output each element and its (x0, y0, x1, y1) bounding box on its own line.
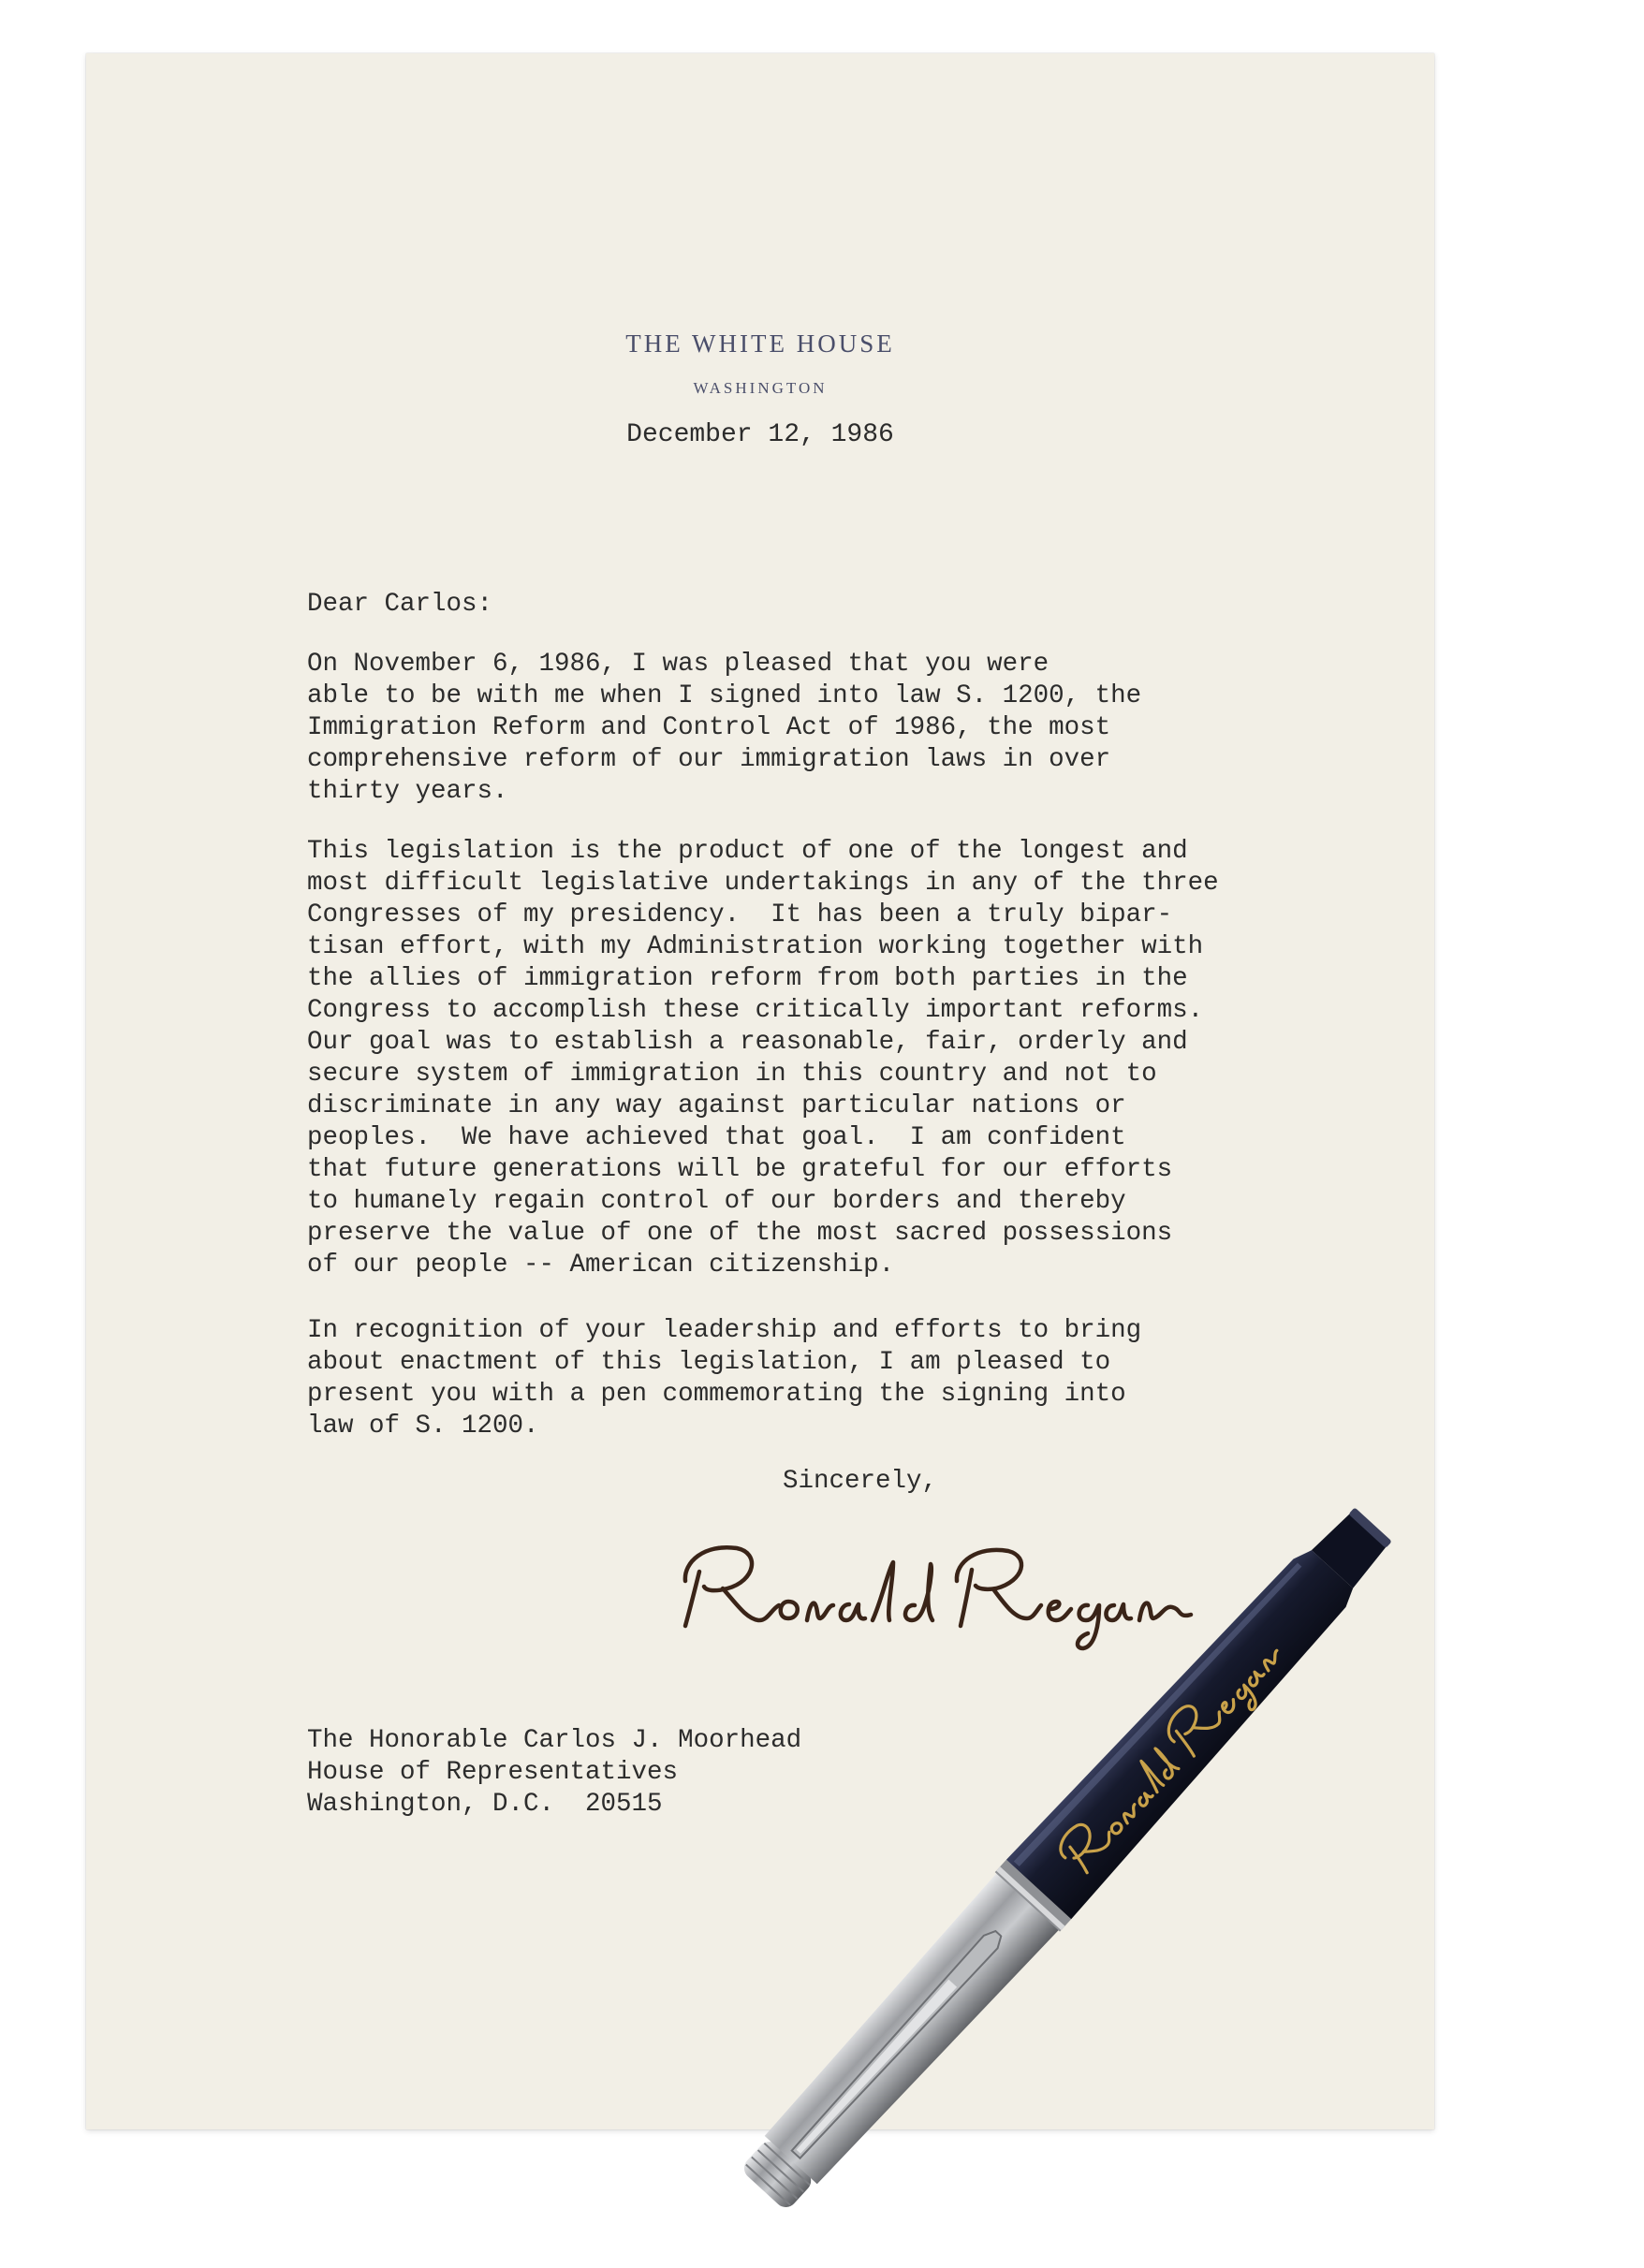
salutation: Dear Carlos: (307, 590, 493, 619)
recipient-address: The Honorable Carlos J. Moorhead House of Representatives Washington, D.C. 20515 (307, 1726, 802, 1819)
pen-cap-end (740, 2137, 815, 2212)
signature-ronald-reagan (648, 1515, 1247, 1665)
body-paragraph-2: This legislation is the product of one of the longest and most difficult legislative undertakings in any of the three Congresses of my presidency. It has been a truly bipar- tisan effort, with my Administration working together with the allies of immigration reform from both parties in the Congress to accomplish these critically important reforms. Our goal was to establish a reasonable, fair, orderly and secure system of immigration in this country and not to discriminate in any way against particular nations or peoples. We have achieved that goal. I am confident that future generations will be grateful for our efforts to humanely regain control of our borders and thereby preserve the value of one of the most sacred possessions of our people -- American citizenship. (307, 837, 1219, 1280)
body-paragraph-3: In recognition of your leadership and efforts to bring about enactment of this legislation, I am pleased to present you with a pen commemorating the signing into law of S. 1200. (307, 1316, 1142, 1441)
letterhead-title: THE WHITE HOUSE (625, 329, 895, 358)
closing: Sincerely, (783, 1467, 938, 1496)
letter-date: December 12, 1986 (626, 420, 894, 449)
body-paragraph-1: On November 6, 1986, I was pleased that you were able to be with me when I signed into law S. 1200, the Immigration Reform and Control Act of 1986, the most comprehensive reform of our immigration laws in over thirty years. (307, 650, 1142, 806)
letterhead-location: WASHINGTON (693, 379, 828, 397)
letter-page (86, 53, 1434, 2129)
